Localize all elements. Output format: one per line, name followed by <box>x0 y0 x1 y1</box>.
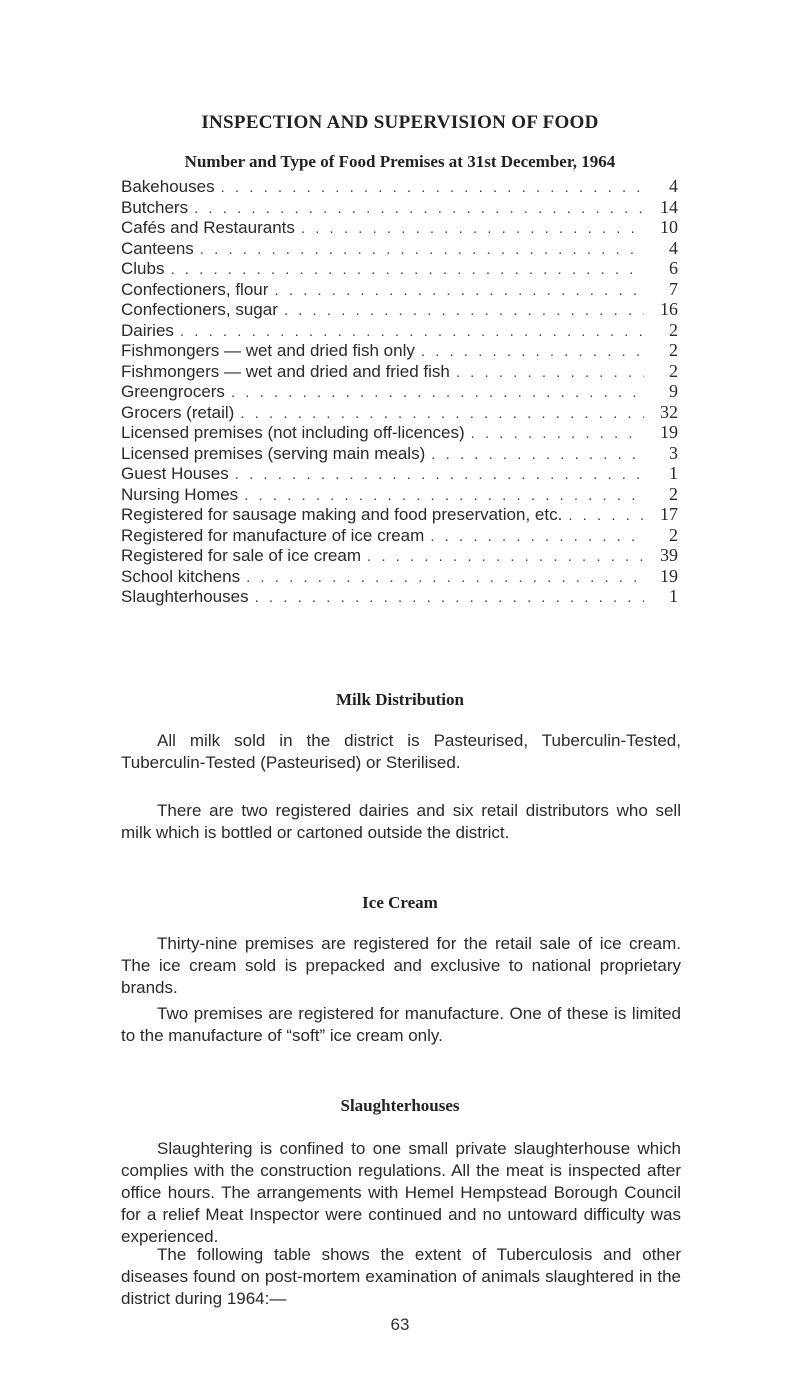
premises-row <box>121 176 678 197</box>
leader-dots <box>231 384 644 401</box>
premises-row <box>121 443 678 464</box>
leader-dots <box>235 466 644 483</box>
leader-dots <box>221 179 644 196</box>
premises-row <box>121 381 678 402</box>
ice-cream-paragraph-2: Two premises are registered for manufacture. One of these is limited to the manufacture of “soft” ice cream only. <box>121 1004 681 1045</box>
premises-label: Slaughterhouses <box>121 587 249 606</box>
premises-count: 1 <box>669 463 678 483</box>
premises-label: Fishmongers — wet and dried and fried fish <box>121 361 450 381</box>
premises-count: 19 <box>660 565 678 586</box>
leader-dots <box>194 200 644 217</box>
premises-count: 39 <box>660 545 678 565</box>
premises-label: Licensed premises (not including off-licences) <box>121 423 465 442</box>
premises-count: 7 <box>669 278 678 299</box>
slaughterhouses-paragraph-2: The following table shows the extent of Tuberculosis and other diseases found on post-mortem examination of animals slaughtered in the district during 1964:— <box>121 1245 681 1308</box>
premises-label: Butchers <box>121 197 189 217</box>
leader-dots <box>284 302 644 319</box>
premises-label: Canteens <box>121 238 194 258</box>
premises-row <box>121 463 678 484</box>
premises-label: Nursing Homes <box>121 484 239 504</box>
premises-count: 16 <box>660 299 678 319</box>
premises-row <box>121 361 678 382</box>
premises-row <box>121 525 678 546</box>
premises-label: Confectioners, sugar <box>121 300 278 319</box>
premises-count: 2 <box>669 524 678 545</box>
premises-count: 4 <box>669 237 678 258</box>
page-title: INSPECTION AND SUPERVISION OF FOOD <box>201 112 599 133</box>
premises-label: Bakehouses <box>121 177 215 196</box>
premises-label: Confectioners, flour <box>121 279 269 299</box>
leader-dots <box>430 528 644 545</box>
premises-count: 9 <box>669 381 678 401</box>
premises-row <box>121 402 678 423</box>
premises-row <box>121 340 678 361</box>
leader-dots <box>367 548 644 565</box>
ice-cream-heading: Ice Cream <box>362 893 438 912</box>
premises-label: Registered for sausage making and food preservation, etc. <box>121 505 563 524</box>
premises-label: Greengrocers <box>121 382 225 401</box>
leader-dots <box>170 261 644 278</box>
slaughterhouses-paragraph-1: Slaughtering is confined to one small private slaughterhouse which complies with the construction regulations. All the meat is inspected after office hours. The arrangements with Hemel Hempstead Borough Council for a relief Meat Inspector were continued and no untoward difficulty was experienced. <box>121 1139 681 1246</box>
premises-count: 3 <box>669 442 678 463</box>
premises-label: Registered for sale of ice cream <box>121 546 361 565</box>
premises-count: 2 <box>669 340 678 360</box>
leader-dots <box>456 364 644 381</box>
premises-list <box>121 176 678 607</box>
leader-dots <box>255 589 644 606</box>
premises-count: 2 <box>669 319 678 340</box>
premises-row <box>121 545 678 566</box>
premises-label: Grocers (retail) <box>121 402 235 422</box>
leader-dots <box>274 282 644 299</box>
ice-cream-paragraph-1: Thirty-nine premises are registered for the retail sale of ice cream. The ice cream sold is prepacked and exclusive to national proprietary brands. <box>121 934 681 997</box>
leader-dots <box>431 446 644 463</box>
premises-label: Fishmongers — wet and dried fish only <box>121 341 415 360</box>
leader-dots <box>200 241 644 258</box>
premises-label: Dairies <box>121 320 174 340</box>
premises-row <box>121 197 678 218</box>
premises-count: 10 <box>660 217 678 237</box>
milk-paragraph-2: There are two registered dairies and six retail distributors who sell milk which is bottled or cartoned outside the district. <box>121 801 681 842</box>
premises-row <box>121 238 678 259</box>
premises-label: Clubs <box>121 259 165 278</box>
premises-row <box>121 217 678 238</box>
premises-row <box>121 504 678 525</box>
premises-row <box>121 299 678 320</box>
premises-row <box>121 586 678 607</box>
page-number: 63 <box>390 1315 410 1334</box>
leader-dots <box>240 405 644 422</box>
premises-row <box>121 484 678 505</box>
premises-count: 32 <box>660 401 678 422</box>
leader-dots <box>244 487 644 504</box>
page-subtitle: Number and Type of Food Premises at 31st December, 1964 <box>184 152 616 171</box>
premises-label: Cafés and Restaurants <box>121 218 295 237</box>
premises-label: Licensed premises (serving main meals) <box>121 443 426 463</box>
premises-count: 6 <box>669 258 678 278</box>
premises-count: 2 <box>669 483 678 504</box>
slaughterhouses-heading: Slaughterhouses <box>340 1096 460 1115</box>
leader-dots <box>301 220 644 237</box>
leader-dots <box>568 507 644 524</box>
leader-dots <box>180 323 644 340</box>
premises-label: Guest Houses <box>121 464 229 483</box>
premises-count: 14 <box>660 196 678 217</box>
premises-row <box>121 566 678 587</box>
premises-count: 4 <box>669 176 678 196</box>
leader-dots <box>246 569 644 586</box>
premises-count: 19 <box>660 422 678 442</box>
premises-row <box>121 320 678 341</box>
premises-row <box>121 422 678 443</box>
premises-count: 2 <box>669 360 678 381</box>
premises-label: Registered for manufacture of ice cream <box>121 525 425 545</box>
premises-count: 1 <box>669 586 678 606</box>
milk-distribution-heading: Milk Distribution <box>336 690 464 709</box>
premises-row <box>121 258 678 279</box>
premises-row <box>121 279 678 300</box>
leader-dots <box>421 343 644 360</box>
leader-dots <box>471 425 644 442</box>
premises-count: 17 <box>660 504 678 524</box>
premises-label: School kitchens <box>121 566 241 586</box>
milk-paragraph-1: All milk sold in the district is Pasteurised, Tuberculin-Tested, Tuberculin-Tested (Pasteurised) or Sterilised. <box>121 731 681 772</box>
